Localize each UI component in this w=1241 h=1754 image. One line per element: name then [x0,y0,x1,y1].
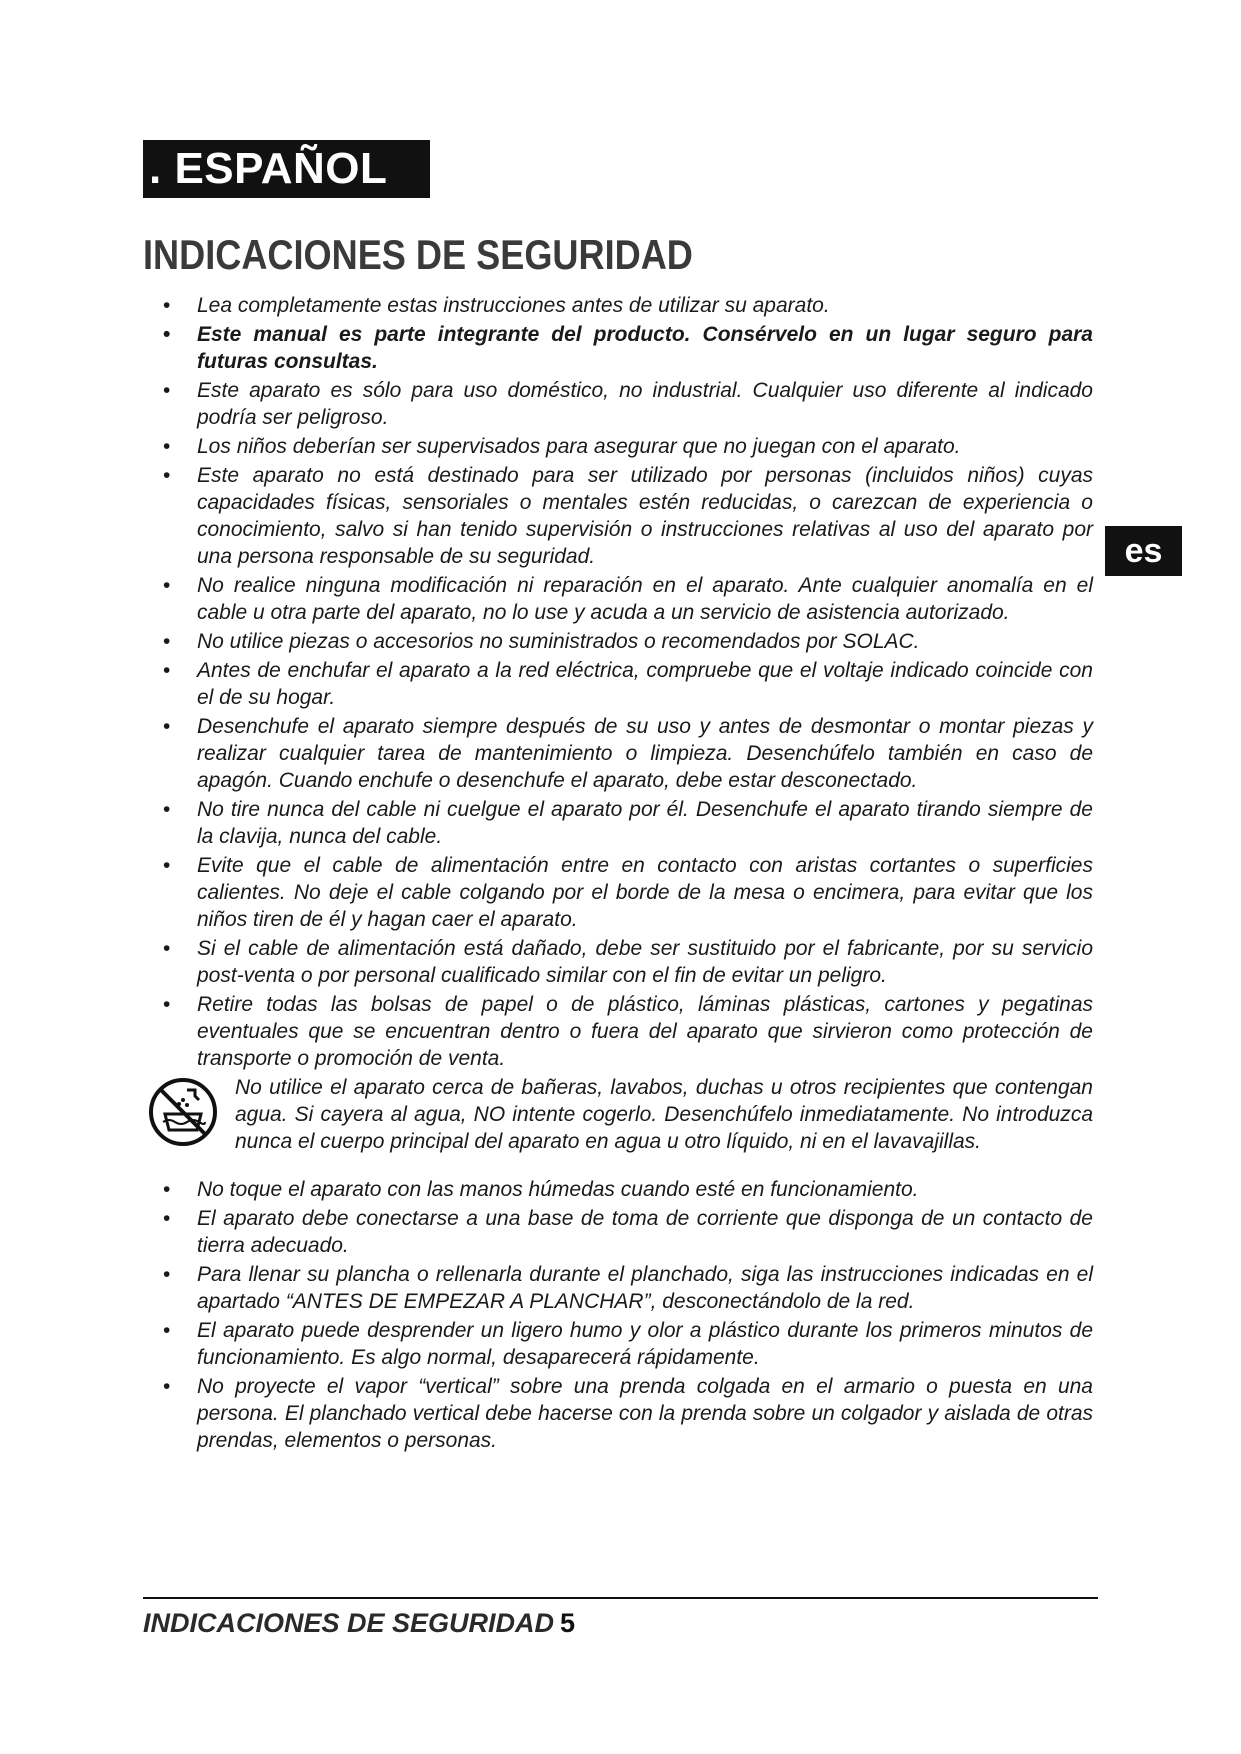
safety-item-text: Este aparato no está destinado para ser utilizado por personas (incluidos niños) cuyas capacidades físicas, sensoriales o mentales estén reducidas, o carezcan de experiencia o conocimiento, salvo si han tenido supervisión o instrucciones relativas al uso del aparato por una persona responsable de su seguridad. [197,464,1093,568]
language-banner: . ESPAÑOL [143,140,430,198]
safety-item-text: No proyecte el vapor “vertical” sobre una prenda colgada en el armario o puesta en una persona. El planchado vertical debe hacerse con la prenda sobre un colgador y aislada de otras prendas, elementos o personas. [197,1375,1093,1452]
safety-item [163,377,1093,431]
bullet-icon: • [163,1178,171,1201]
safety-item [163,935,1093,989]
safety-item-text: Para llenar su plancha o rellenarla durante el planchado, siga las instrucciones indicadas en el apartado “ANTES DE EMPEZAR A PLANCHAR”, desconectándolo de la red. [197,1263,1093,1313]
no-water-icon [147,1076,219,1148]
safety-item-text: Los niños deberían ser supervisados para asegurar que no juegan con el aparato. [197,435,961,458]
safety-item-text: No toque el aparato con las manos húmedas cuando esté en funcionamiento. [197,1178,919,1201]
safety-item-text: Este aparato es sólo para uso doméstico, no industrial. Cualquier uso diferente al indicado podría ser peligroso. [197,379,1093,429]
safety-list-top [163,292,1093,1072]
safety-item [163,321,1093,375]
safety-list-bottom [163,1176,1093,1454]
bullet-icon: • [163,435,171,458]
safety-item [163,852,1093,933]
bullet-icon: • [163,993,171,1016]
bullet-icon: • [163,798,171,821]
bullet-icon: • [163,854,171,877]
footer-section-title: INDICACIONES DE SEGURIDAD [143,1608,555,1638]
safety-instructions [163,292,1093,1456]
bullet-icon: • [163,1319,171,1342]
safety-item-text: No utilice piezas o accesorios no suministrados o recomendados por SOLAC. [197,630,920,653]
safety-item [163,1261,1093,1315]
safety-item-text: Desenchufe el aparato siempre después de su uso y antes de desmontar o montar piezas y realizar cualquier tarea de mantenimiento o limpieza. Desenchúfelo también en caso de apagón. Cuando enchufe o desenchufe el aparato, debe estar desconectado. [197,715,1093,792]
page-number: 5 [560,1608,576,1638]
safety-item [163,433,1093,460]
safety-item-text: El aparato puede desprender un ligero humo y olor a plástico durante los primeros minutos de funcionamiento. Es algo normal, desaparecerá rápidamente. [197,1319,1093,1369]
water-warning-item [163,1074,1093,1174]
safety-item [163,462,1093,570]
safety-item [163,657,1093,711]
safety-item [163,1317,1093,1371]
bullet-icon: • [163,464,171,487]
bullet-icon: • [163,659,171,682]
bullet-icon: • [163,630,171,653]
bullet-icon: • [163,1207,171,1230]
safety-item [163,1205,1093,1259]
bullet-icon: • [163,715,171,738]
safety-item [163,572,1093,626]
language-tab[interactable]: es [1105,526,1182,576]
safety-item [163,628,1093,655]
bullet-icon: • [163,379,171,402]
safety-item [163,292,1093,319]
safety-item-text: Retire todas las bolsas de papel o de plástico, láminas plásticas, cartones y pegatinas eventuales que se encuentran dentro o fuera del aparato que sirvieron como protección de transporte o promoción de venta. [197,993,1093,1070]
bullet-icon: • [163,323,171,346]
bullet-icon: • [163,574,171,597]
safety-item-text: Evite que el cable de alimentación entre en contacto con aristas cortantes o superficies calientes. No deje el cable colgando por el borde de la mesa o encimera, para evitar que los niños tiren de él y hagan caer el aparato. [197,854,1093,931]
safety-item [163,1373,1093,1454]
bullet-icon: • [163,1375,171,1398]
bullet-icon: • [163,1263,171,1286]
safety-item [163,991,1093,1072]
safety-item-text: No realice ninguna modificación ni reparación en el aparato. Ante cualquier anomalía en el cable u otra parte del aparato, no lo use y acuda a un servicio de asistencia autorizado. [197,574,1093,624]
safety-item-text: Lea completamente estas instrucciones antes de utilizar su aparato. [197,294,830,317]
bullet-icon: • [163,294,171,317]
safety-item [163,713,1093,794]
water-warning-text: No utilice el aparato cerca de bañeras, lavabos, duchas u otros recipientes que contengan agua. Si cayera al agua, NO intente cogerlo. Desenchúfelo inmediatamente. No introduzca nunca el cuerpo principal del aparato en agua u otro líquido, ni en el lavavajillas. [235,1076,1093,1153]
page-title: INDICACIONES DE SEGURIDAD [143,231,693,278]
safety-item-text: Antes de enchufar el aparato a la red eléctrica, compruebe que el voltaje indicado coincide con el de su hogar. [197,659,1093,709]
safety-item [163,1176,1093,1203]
safety-item [163,796,1093,850]
page-footer [143,1608,575,1639]
bullet-icon: • [163,937,171,960]
safety-item-text: No tire nunca del cable ni cuelgue el aparato por él. Desenchufe el aparato tirando siempre de la clavija, nunca del cable. [197,798,1093,848]
footer-divider [143,1597,1098,1599]
safety-item-text: El aparato debe conectarse a una base de toma de corriente que disponga de un contacto de tierra adecuado. [197,1207,1093,1257]
safety-item-text: Este manual es parte integrante del producto. Consérvelo en un lugar seguro para futuras consultas. [197,323,1093,373]
safety-item-text: Si el cable de alimentación está dañado, debe ser sustituido por el fabricante, por su servicio post-venta o por personal cualificado similar con el fin de evitar un peligro. [197,937,1093,987]
